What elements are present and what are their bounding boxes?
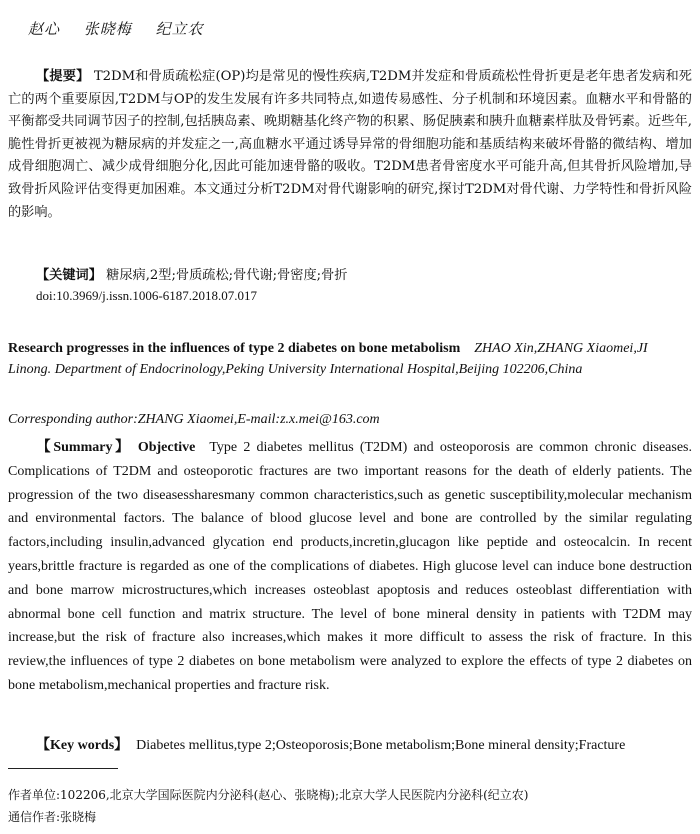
english-summary	[8, 436, 692, 698]
english-authors: ZHAO Xin,ZHANG Xiaomei,JI Linong.	[8, 341, 648, 377]
abstract-cn-label: 【提要】	[36, 69, 90, 84]
footnote-divider	[8, 768, 118, 769]
english-title-block	[8, 338, 692, 380]
keywords-cn-text: 糖尿病,2型;骨质疏松;骨代谢;骨密度;骨折	[106, 268, 348, 283]
summary-text: Type 2 diabetes mellitus (T2DM) and osteoporosis are common chronic diseases. Complications of T2DM and osteoporotic fractures are two important reasons for the death of elderly patients. The progression of the two diseasessharesmany common characteristics,such as genetic susceptibility,molecular mechanism and environmental factors. The balance of blood glucose level and bone are controlled by the similar regulating factors,including insulin,advanced glycation end products,incretin,glucagon like peptide and osteocalcin. In recent years,brittle fracture is regarded as one of the complications of diabetes. High glucose level can induce bone destruction and bone marrow microstructures,which increases osteoblast apoptosis and reduces osteoblast differentiation with abnormal bone cell function and matrix structure. The level of bone mineral density in patients with T2DM may increase,but the risk of fracture also increases,which makes it more difficult to assess the risk of fracture. In this review,the influences of type 2 diabetes on bone metabolism were analyzed to explore the effects of type 2 diabetes on bone metabolism,mechanical properties and fracture risk.	[8, 440, 692, 693]
english-affiliation: Department of Endocrinology,Peking University International Hospital,Beijing 102206,China	[54, 362, 583, 377]
author-list-cn	[28, 18, 222, 39]
doi: doi:10.3969/j.issn.1006-6187.2018.07.017	[36, 288, 258, 303]
corresponding-author-en: Corresponding author:ZHANG Xiaomei,E-mail:z.x.mei@163.com	[8, 412, 380, 427]
keywords-en	[36, 734, 625, 754]
author-name: 纪立农	[155, 20, 204, 38]
keywords-cn-label: 【关键词】	[36, 268, 102, 283]
summary-label: 【Summary】	[34, 440, 132, 455]
author-name: 张晓梅	[83, 20, 132, 38]
footnote-corresponding: 通信作者:张晓梅	[8, 810, 97, 824]
keywords-en-label: 【Key words】	[36, 738, 129, 753]
abstract-cn	[8, 66, 692, 224]
english-title: Research progresses in the influences of type 2 diabetes on bone metabolism	[8, 341, 461, 356]
objective-label: Objective	[137, 440, 196, 455]
footnote-affiliation: 作者单位:102206,北京大学国际医院内分泌科(赵心、张晓梅);北京大学人民医院内分泌科(纪立农)	[8, 788, 529, 802]
keywords-cn	[36, 264, 348, 283]
abstract-cn-text: T2DM和骨质疏松症(OP)均是常见的慢性疾病,T2DM并发症和骨质疏松性骨折更是老年患者发病和死亡的两个重要原因,T2DM与OP的发生发展有许多共同特点,如遗传易感性、分子机制和环境因素。血糖水平和骨骼的平衡都受共同调节因子的控制,包括胰岛素、晚期糖基化终产物的积累、肠促胰素和胰升血糖素样肽及骨钙素。近些年,脆性骨折更被视为糖尿病的并发症之一,高血糖水平通过诱导异常的骨细胞功能和基质结构来破坏骨骼的微结构、增加成骨细胞凋亡、减少成骨细胞分化,因此可能加速骨骼的吸收。T2DM患者骨密度水平可能升高,但其骨折风险增加,导致骨折风险评估变得更加困难。本文通过分析T2DM对骨代谢影响的研究,探讨T2DM对骨代谢、力学特性和骨折风险的影响。	[8, 69, 692, 220]
keywords-en-text: Diabetes mellitus,type 2;Osteoporosis;Bone metabolism;Bone mineral density;Fracture	[136, 738, 626, 753]
author-name: 赵心	[28, 20, 61, 38]
